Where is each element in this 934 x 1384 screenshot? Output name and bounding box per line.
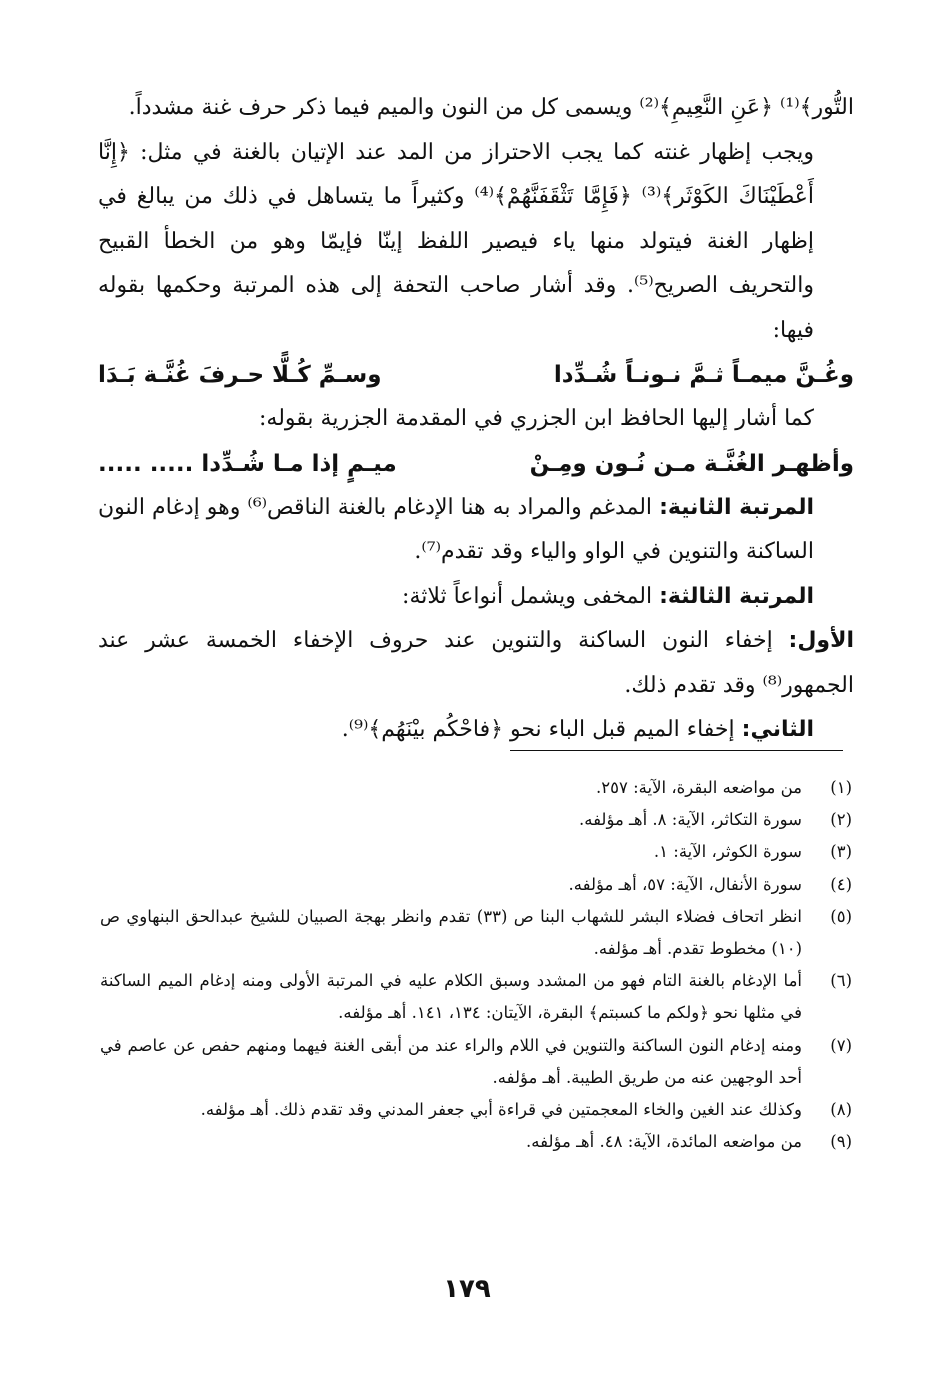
footnote-item [100,965,852,1029]
footnote-number: (٧) [830,1035,852,1055]
page-number: ١٧٩ [443,1274,491,1304]
paragraph-6-text: إخفاء النون الساكنة والتنوين عند حروف الإخفاء الخمسة عشر عند الجمهور⁽⁸⁾ وقد تقدم ذلك. [98,628,854,698]
footnote-number: (٢) [830,810,852,830]
footnote-item [100,869,852,901]
paragraph-3: كما أشار إليها الحافظ ابن الجزري في المقدمة الجزرية بقوله: [259,406,814,431]
footnote-number: (٩) [830,1132,852,1152]
footnote-text: وكذلك عند الغين والخاء المعجمتين في قراءة أبي جعفر المدني وقد تقدم ذلك. أهـ مؤلفه. [200,1100,802,1120]
paragraph-7 [98,708,854,753]
verse-1-first-hemistich: وغُـنَّ ميمـاً ثـمَّ نـونـاً شُـدِّدا [553,362,854,388]
verse-2-second-hemistich: ميـمٍ إذا مـا شُـدِّدا ..... ..... [98,450,397,477]
paragraph-5 [98,575,854,620]
verse-2-first-hemistich: وأظهـر الغُنَّـة مـن نُـون ومِـنْ [529,450,854,477]
poem-verse-1 [98,353,854,397]
paragraph-5-text: المخفى ويشمل أنواعاً ثلاثة: [402,583,660,609]
paragraph-2: ويجب إظهار غنته كما يجب الاحتراز من المد عند الإتيان بالغنة في مثل: ﴿إِنَّا أَعْطَيْنَاكَ الكَوْثَر﴾⁽³⁾ ﴿فَإِمَّا تَثْقَفَنَّهُمْ﴾⁽⁴⁾ وكثيراً ما يتساهل في ذلك من يبالغ في إظهار الغنة فيتولد منها ياء فيصير اللفظ إينّا فإيمّا وهو من الخطأ القبيح والتحريف الصريح⁽⁵⁾. وقد أشار صاحب التحفة إلى هذه المرتبة وحكمها بقوله فيها: [98,139,814,343]
paragraph-7-text: إخفاء الميم قبل الباء نحو ﴿فاحْكُم بيْنَهُم﴾⁽⁹⁾. [341,717,742,742]
footnote-number: (٨) [830,1100,852,1120]
footnotes [100,772,852,1158]
footnote-text: سورة الأنفال، الآية: ٥٧، أهـ مؤلفه. [568,874,802,894]
heading-second-level: المرتبة الثانية: [659,494,815,520]
footnote-item [100,772,852,804]
footnote-text: من مواضعه المائدة، الآية: ٤٨. أهـ مؤلفه. [526,1132,802,1152]
verse-1-second-hemistich: وسـمِّ كُـلًّا حـرفَ غُنَّـة بَـدَا [98,362,382,388]
footnote-text: من مواضعه البقرة، الآية: ٢٥٧. [596,778,802,797]
footnote-item [100,804,852,836]
poem-verse-2 [98,442,854,486]
paragraph-4-text: المدغم والمراد به هنا الإدغام بالغنة الناقص⁽⁶⁾ وهو إدغام النون الساكنة والتنوين في الواو والياء وقد تقدم⁽⁷⁾. [98,494,814,564]
footnote-item [100,1030,852,1094]
footnote-text: ومنه إدغام النون الساكنة والتنوين في اللام والراء عند من أبقى الغنة فيهما ومنهم حفص عن عاصم في أحد الوجهين عنه من طريق الطيبة. أهـ مؤلفه. [100,1035,802,1087]
footnote-text: أما الإدغام بالغنة التام فهو من المشدد وسبق الكلام عليه في المرتبة الأولى ومنه إدغام الميم الساكنة في مثلها نحو ﴿ولكم ما كسبتم﴾ البقرة، الآيتان: ١٣٤، ١٤١. أهـ مؤلفه. [100,971,802,1023]
footnote-item [100,1094,852,1126]
heading-first-type: الأول: [788,628,854,653]
footnote-text: سورة التكاثر، الآية: ٨. أهـ مؤلفه. [578,810,802,830]
footnote-item [100,901,852,965]
footnote-text: انظر اتحاف فضلاء البشر للشهاب البنا ص (٣٣) تقدم وانظر بهجة الصبيان للشيخ عبدالحق البنهاوي ص (١٠) مخطوط تقدم. أهـ مؤلفه. [100,906,802,959]
footnote-separator [510,750,843,751]
footnote-text: سورة الكوثر، الآية: ١. [653,842,802,862]
heading-third-level: المرتبة الثالثة: [659,583,814,609]
footnote-number: (٤) [830,874,852,894]
paragraph-6 [98,619,854,708]
footnote-number: (٣) [830,842,852,862]
main-text [98,86,854,753]
paragraph-1: التُّور﴾⁽¹⁾ ﴿عَنِ النَّعِيمِ﴾⁽²⁾ ويسمى كل من النون والميم فيما ذكر حرف غنة مشدداً. [128,95,854,120]
footnote-item [100,1126,852,1158]
footnote-item [100,836,852,868]
footnote-number: (٥) [830,906,852,926]
paragraph-4 [98,486,854,575]
heading-second-type: الثاني: [741,717,814,742]
footnote-number: (٦) [830,971,852,991]
footnote-number: (١) [830,778,852,797]
